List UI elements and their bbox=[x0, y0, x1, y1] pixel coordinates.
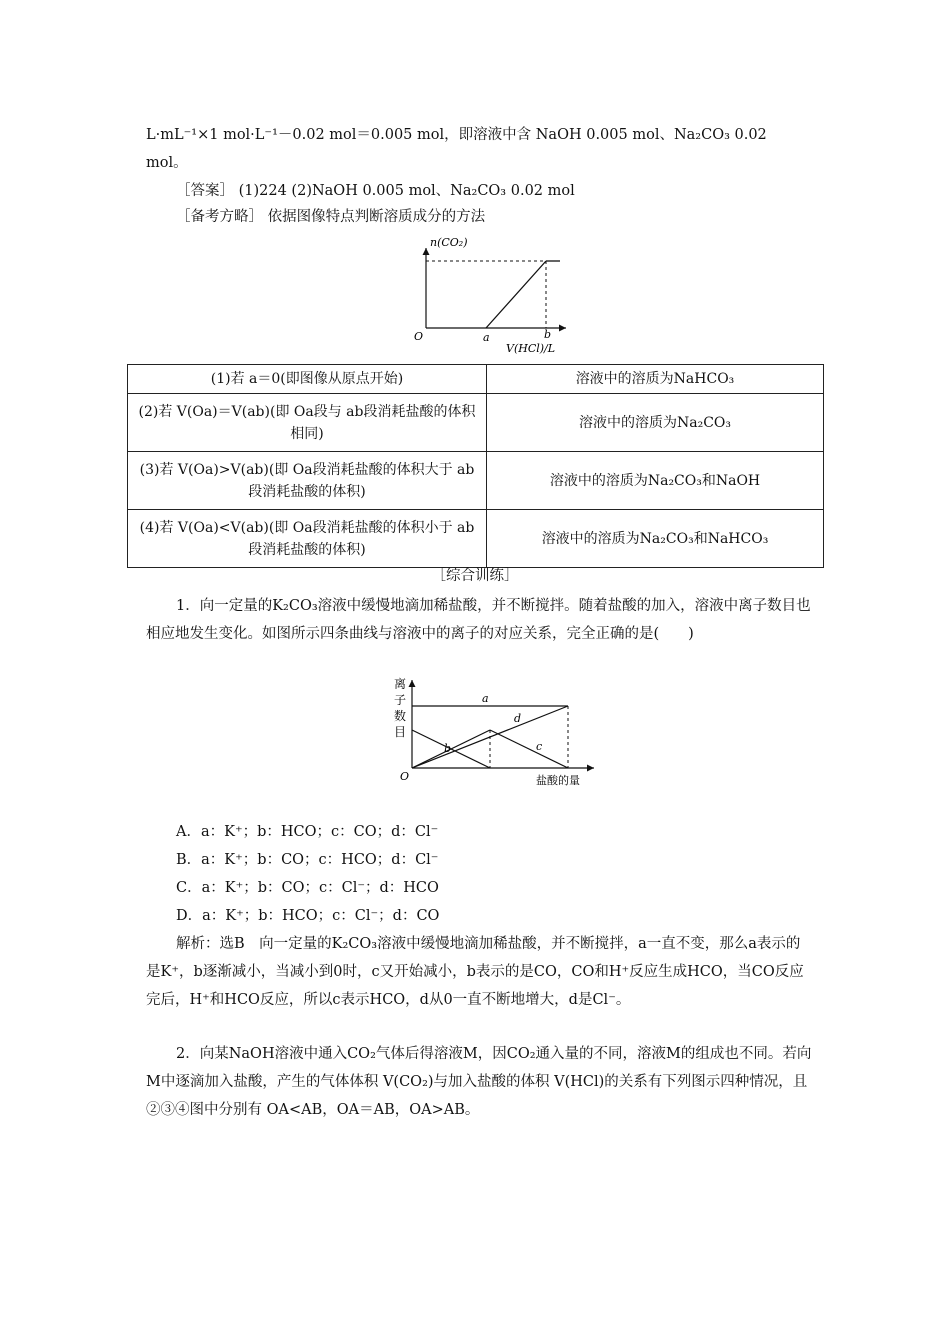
cond-cell: (3)若 V(Oa)>V(ab)(即 Oa段消耗盐酸的体积大于 ab段消耗盐酸的体积) bbox=[128, 452, 487, 510]
a-label: a bbox=[483, 331, 490, 344]
option-c: C．a：K⁺；b：CO；c：Cl⁻；d：HCO bbox=[176, 880, 439, 896]
curve-d-label: d bbox=[514, 712, 522, 725]
b-label: b bbox=[544, 328, 552, 341]
y-label-3: 数 bbox=[394, 709, 407, 723]
q2-stem: 2．向某NaOH溶液中通入CO₂气体后得溶液M，因CO₂通入量的不同，溶液M的组成也不同。若向M中逐滴加入盐酸，产生的气体体积 V(CO₂)与加入盐酸的体积 V(HCl)的关系有下列图示四种情况，且②③④图中分别有 OA<AB，OA＝AB，OA>AB。 bbox=[146, 1046, 812, 1118]
table-row bbox=[128, 510, 824, 568]
cond-cell: (1)若 a＝0(即图像从原点开始) bbox=[128, 365, 487, 394]
rising-segment bbox=[486, 261, 546, 328]
curve-a-label: a bbox=[482, 692, 489, 705]
y-label: n(CO₂) bbox=[430, 236, 468, 249]
ion-count-graph bbox=[388, 676, 598, 788]
curve-c-fall bbox=[490, 730, 568, 768]
q1-stem: 1．向一定量的K₂CO₃溶液中缓慢地滴加稀盐酸，并不断搅拌。随着盐酸的加入，溶液中离子数目也相应地发生变化。如图所示四条曲线与溶液中的离子的对应关系，完全正确的是( ) bbox=[146, 598, 811, 642]
result-cell: 溶液中的溶质为NaHCO₃ bbox=[487, 365, 824, 394]
intro-line-1: L·mL⁻¹×1 mol·L⁻¹－0.02 mol＝0.005 mol，即溶液中含 NaOH 0.005 mol、Na₂CO₃ 0.02 bbox=[146, 127, 767, 143]
q1-analysis: 解析：选B 向一定量的K₂CO₃溶液中缓慢地滴加稀盐酸，并不断搅拌，a一直不变，那么a表示的是K⁺，b逐渐减小，当减小到0时，c又开始减小，b表示的是CO，CO和H⁺反应生成HCO，当CO反应完后，H⁺和HCO反应，所以c表示HCO，d从0一直不断地增大，d是Cl⁻。 bbox=[146, 936, 804, 1008]
result-cell: 溶液中的溶质为Na₂CO₃和NaHCO₃ bbox=[487, 510, 824, 568]
option-d: D．a：K⁺；b：HCO；c：Cl⁻；d：CO bbox=[176, 908, 440, 924]
table-row bbox=[128, 394, 824, 452]
curve-c-label: c bbox=[536, 740, 543, 753]
y-label-1: 离 bbox=[394, 677, 407, 691]
intro-line-2: mol。 bbox=[146, 155, 188, 171]
x-label: V(HCl)/L bbox=[506, 342, 556, 355]
table-row bbox=[128, 452, 824, 510]
section-title: ［综合训练］ bbox=[431, 568, 519, 584]
option-b: B．a：K⁺；b：CO；c：HCO；d：Cl⁻ bbox=[176, 852, 439, 868]
result-cell: 溶液中的溶质为Na₂CO₃和NaOH bbox=[487, 452, 824, 510]
co2-hcl-graph bbox=[410, 234, 590, 356]
solute-table bbox=[127, 364, 824, 568]
curve-b-label: b bbox=[444, 742, 452, 755]
cond-cell: (4)若 V(Oa)<V(ab)(即 Oa段消耗盐酸的体积小于 ab段消耗盐酸的体积) bbox=[128, 510, 487, 568]
x-label: 盐酸的量 bbox=[536, 774, 580, 787]
y-label-2: 子 bbox=[394, 693, 407, 707]
strategy-line: ［备考方略］ 依据图像特点判断溶质成分的方法 bbox=[176, 209, 486, 225]
origin-label: O bbox=[414, 330, 424, 343]
answer-line: ［答案］ (1)224 (2)NaOH 0.005 mol、Na₂CO₃ 0.02 mol bbox=[176, 183, 575, 199]
y-label-4: 目 bbox=[394, 725, 407, 739]
cond-cell: (2)若 V(Oa)＝V(ab)(即 Oa段与 ab段消耗盐酸的体积相同) bbox=[128, 394, 487, 452]
result-cell: 溶液中的溶质为Na₂CO₃ bbox=[487, 394, 824, 452]
option-a: A．a：K⁺；b：HCO；c：CO；d：Cl⁻ bbox=[176, 824, 439, 840]
table-row bbox=[128, 365, 824, 394]
origin-label: O bbox=[400, 770, 410, 783]
